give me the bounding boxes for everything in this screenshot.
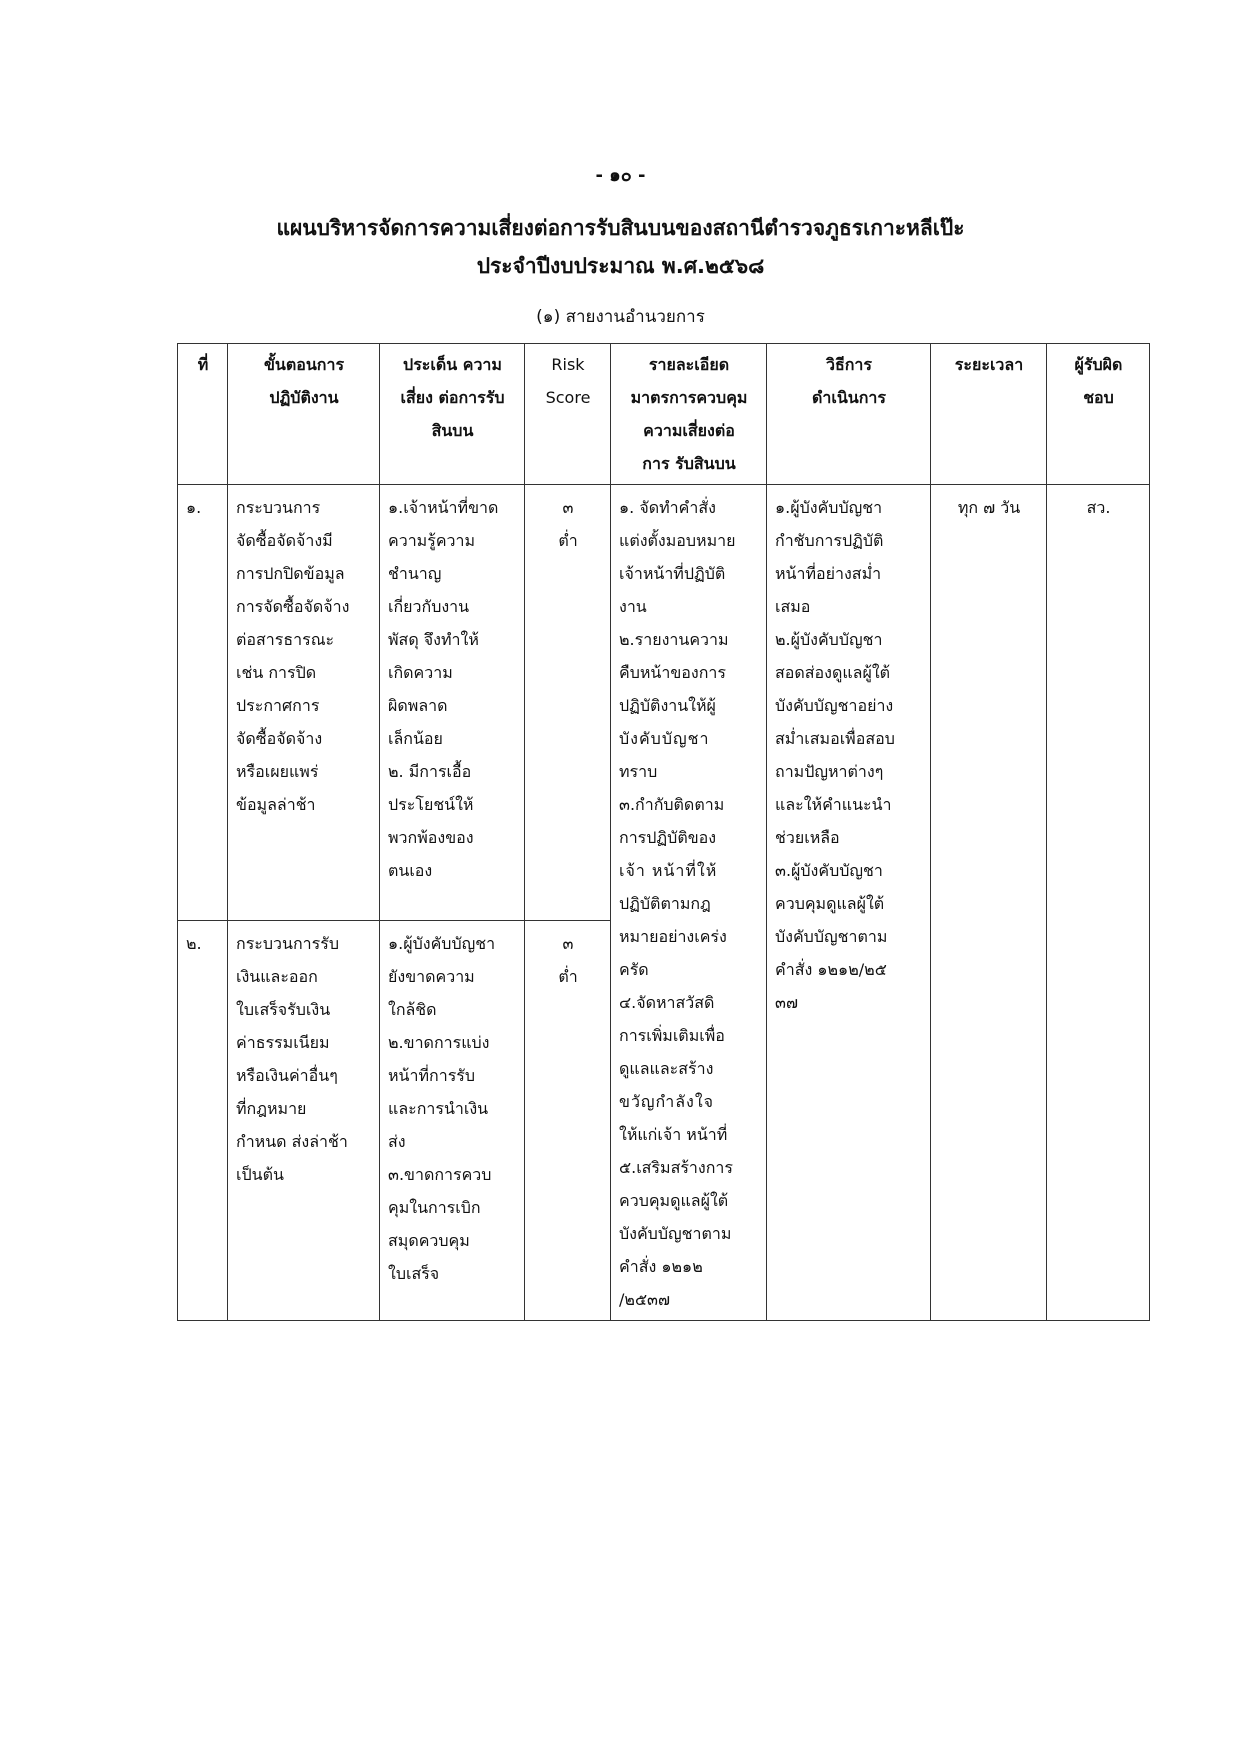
work-step-cell: กระบวนการ จัดซื้อจัดจ้างมี การปกปิดข้อมูล การจัดซื้อจัดจ้าง ต่อสารธารณะ เช่น การปิด ประกาศการ จัดซื้อจัดจ้าง หรือเผยแพร่ ข้อมูลล่าช้า xyxy=(228,485,380,921)
period-cell: ทุก ๗ วัน xyxy=(931,485,1047,1321)
risk-score-cell: ๓ ต่ำ xyxy=(525,920,611,1320)
table-row xyxy=(178,485,1150,921)
row-number: ๒. xyxy=(178,920,228,1320)
header-period: ระยะเวลา xyxy=(931,344,1047,485)
header-issue: ประเด็น ความ เสี่ยง ต่อการรับ สินบน xyxy=(380,344,525,485)
control-measures-cell: ๑. จัดทำคำสั่ง แต่งตั้งมอบหมาย เจ้าหน้าที่ปฏิบัติ งาน ๒.รายงานความ คืบหน้าของการ ปฏิบัติงานให้ผู้ บังคับบัญชา ทราบ ๓.กำกับติดตาม การปฏิบัติของ เจ้า หน้าที่ให้ ปฏิบัติตามกฎ หมายอย่างเคร่ง ครัด ๔.จัดหาสวัสดิ การเพิ่มเติมเพื่อ ดูแลและสร้าง ขวัญกำลังใจ ให้แก่เจ้า หน้าที่ ๕.เสริมสร้างการ ควบคุมดูแลผู้ใต้ บังคับบัญชาตาม คำสั่ง ๑๒๑๒ /๒๕๓๗ xyxy=(611,485,767,1321)
header-risk-score: Risk Score xyxy=(525,344,611,485)
document-subtitle: ประจำปีงบประมาณ พ.ศ.๒๕๖๘ xyxy=(476,254,765,278)
work-step-cell: กระบวนการรับ เงินและออก ใบเสร็จรับเงิน ค่าธรรมเนียม หรือเงินค่าอื่นๆ ที่กฎหมาย กำหนด ส่งล่าช้า เป็นต้น xyxy=(228,920,380,1320)
row-number: ๑. xyxy=(178,485,228,921)
method-cell: ๑.ผู้บังคับบัญชา กำชับการปฏิบัติ หน้าที่อย่างสม่ำ เสมอ ๒.ผู้บังคับบัญชา สอดส่องดูแลผู้ใต้ บังคับบัญชาอย่าง สม่ำเสมอเพื่อสอบ ถามปัญหาต่างๆ และให้คำแนะนำ ช่วยเหลือ ๓.ผู้บังคับบัญชา ควบคุมดูแลผู้ใต้ บังคับบัญชาตาม คำสั่ง ๑๒๑๒/๒๕ ๓๗ xyxy=(767,485,931,1321)
header-responsible: ผู้รับผิด ชอบ xyxy=(1047,344,1150,485)
responsible-cell: สว. xyxy=(1047,485,1150,1321)
header-step: ขั้นตอนการ ปฏิบัติงาน xyxy=(228,344,380,485)
document-title: แผนบริหารจัดการความเสี่ยงต่อการรับสินบนของสถานีตำรวจภูธรเกาะหลีเป๊ะ xyxy=(276,216,965,240)
risk-score-cell: ๓ ต่ำ xyxy=(525,485,611,921)
risk-issue-cell: ๑.ผู้บังคับบัญชา ยังขาดความ ใกล้ชิด ๒.ขาดการแบ่ง หน้าที่การรับ และการนำเงิน ส่ง ๓.ขาดการควบ คุมในการเบิก สมุดควบคุม ใบเสร็จ xyxy=(380,920,525,1320)
section-heading: (๑) สายงานอำนวยการ xyxy=(536,307,705,327)
header-no: ที่ xyxy=(178,344,228,485)
risk-plan-table xyxy=(177,343,1150,1321)
page-number: - ๑๐ - xyxy=(595,165,646,186)
header-method: วิธีการ ดำเนินการ xyxy=(767,344,931,485)
header-row xyxy=(178,344,1150,485)
risk-issue-cell: ๑.เจ้าหน้าที่ขาด ความรู้ความ ชำนาญ เกี่ยวกับงาน พัสดุ จึงทำให้ เกิดความ ผิดพลาด เล็กน้อย ๒. มีการเอื้อ ประโยชน์ให้ พวกพ้องของ ตนเอง xyxy=(380,485,525,921)
header-measures: รายละเอียด มาตรการควบคุม ความเสี่ยงต่อ การ รับสินบน xyxy=(611,344,767,485)
